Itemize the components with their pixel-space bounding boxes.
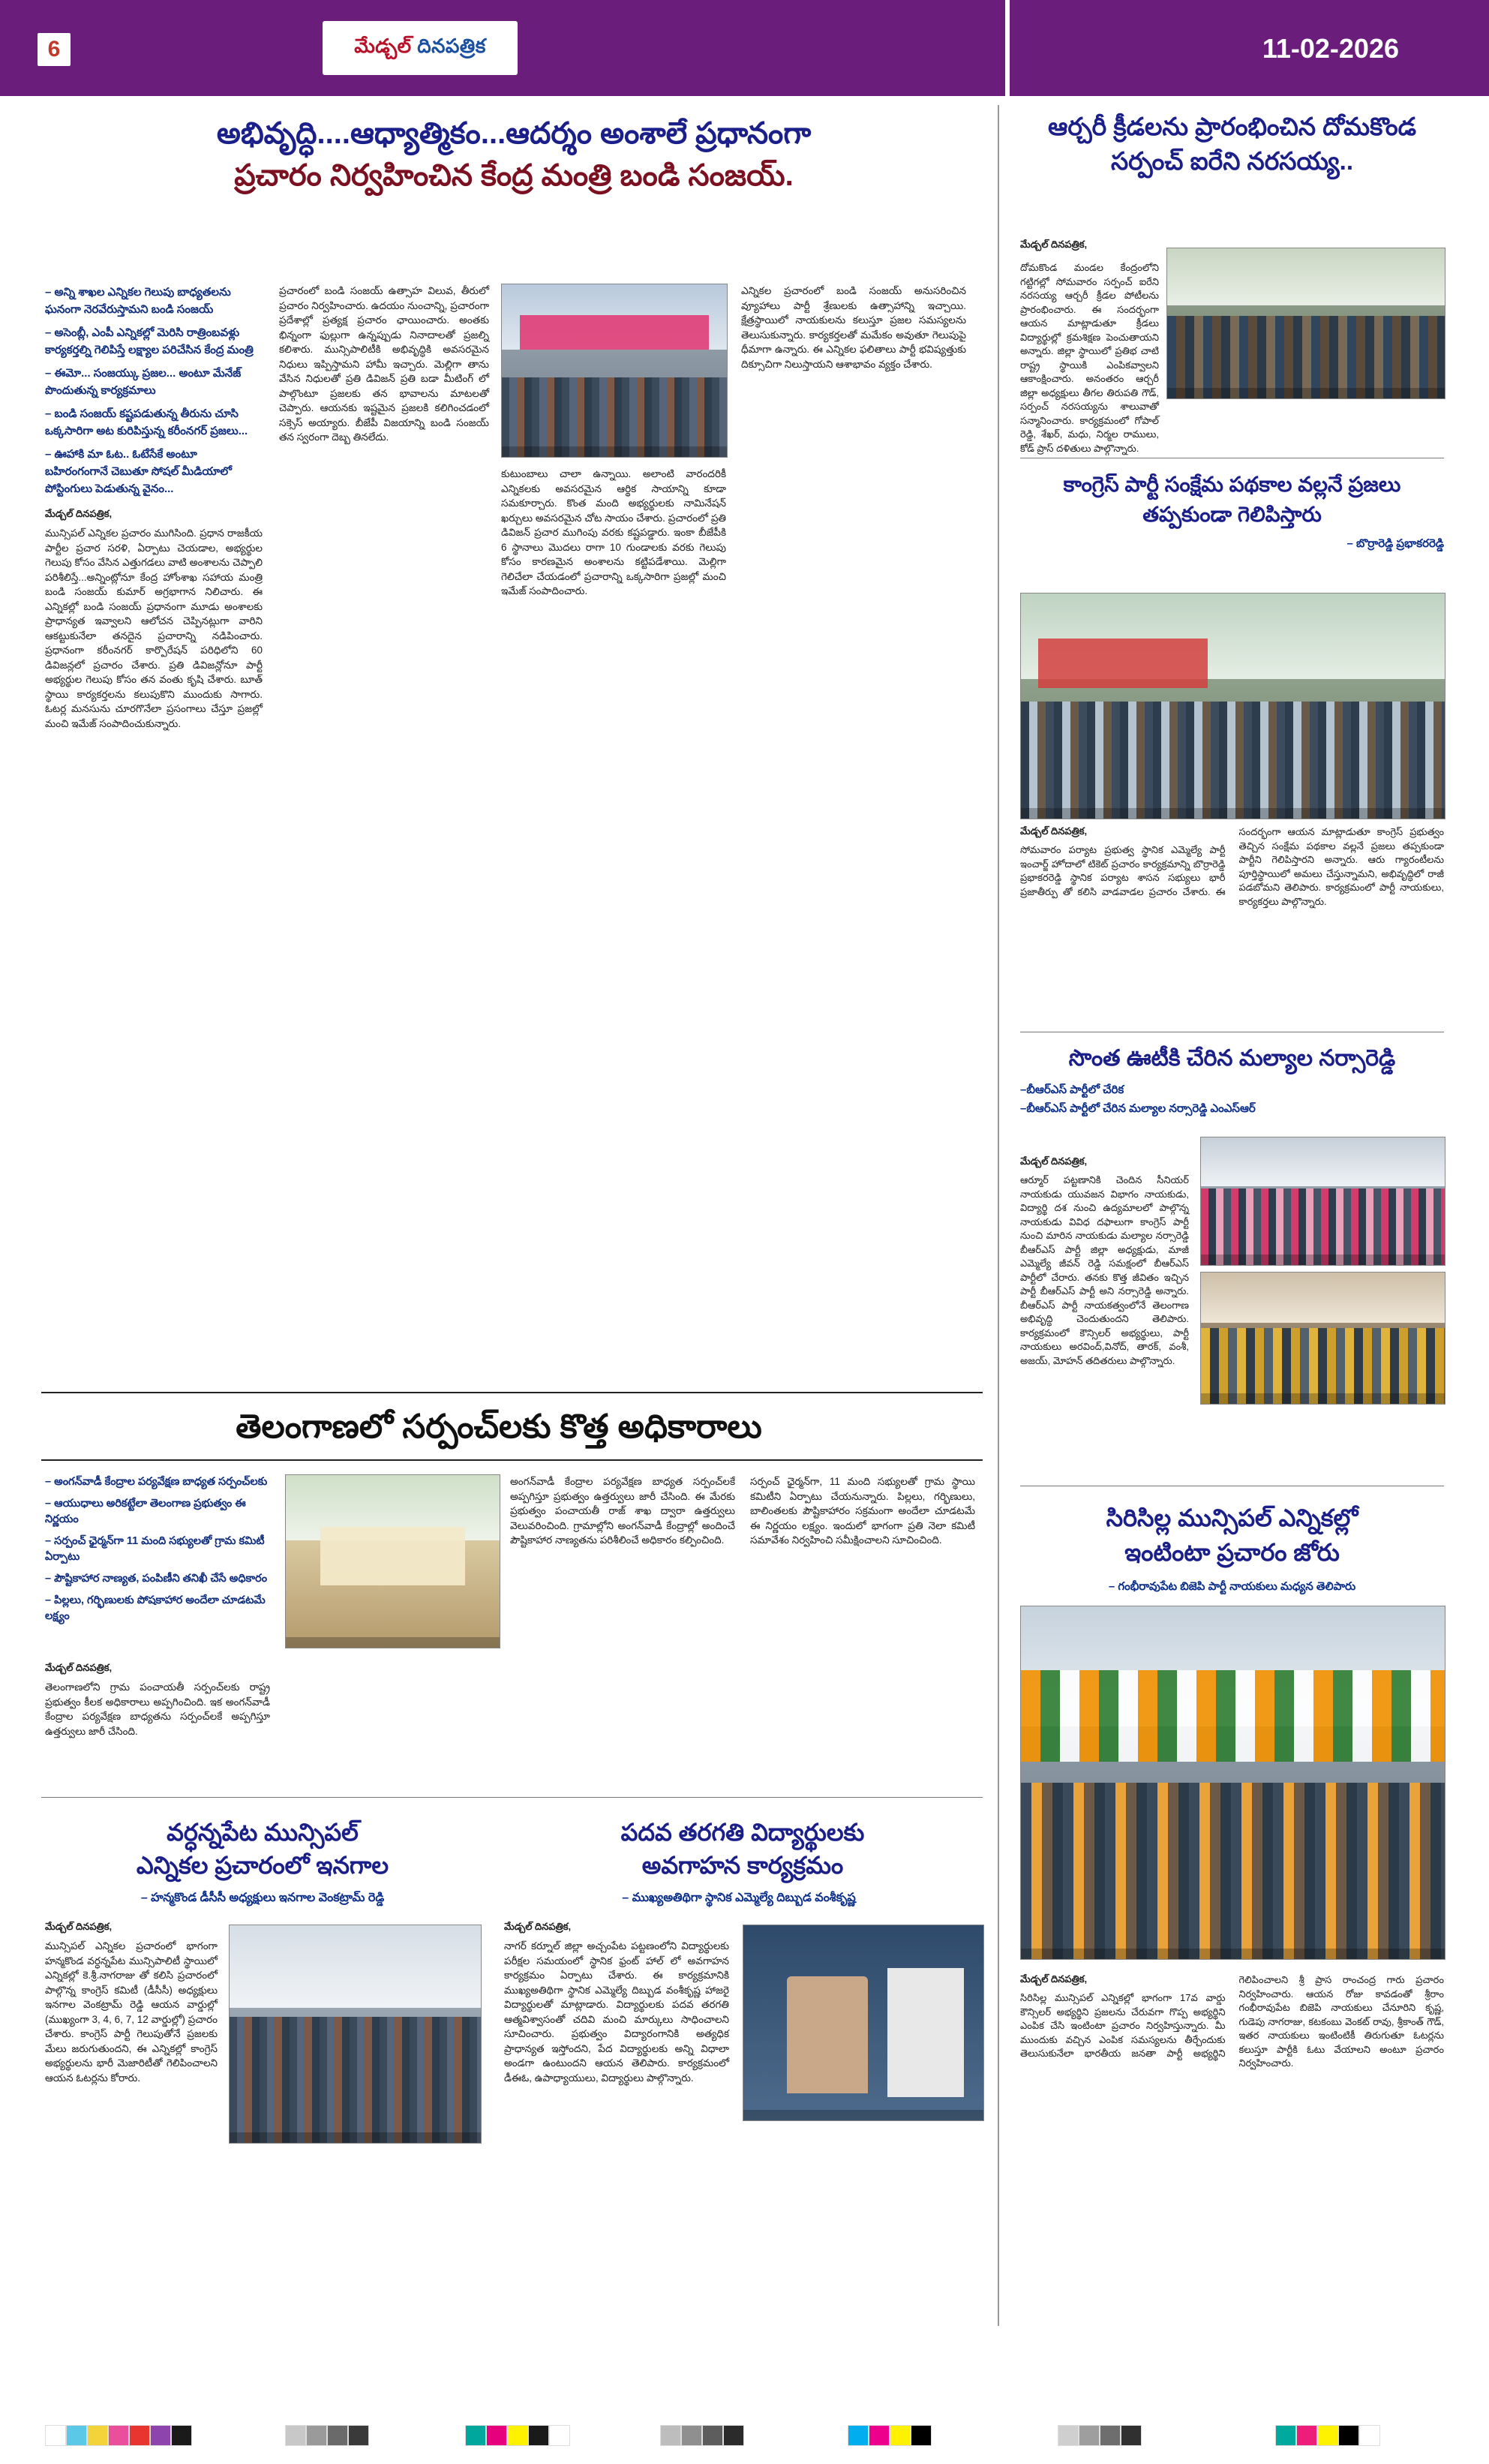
right-story-3-subhead-2: –బీఆర్ఎస్ పార్టీలో చేరిన మల్యాల నర్సారెడ్డి ఎంఎస్ఆర్ [1020, 1102, 1256, 1115]
padava-byline: మేడ్చల్ దినపత్రిక, [504, 1921, 572, 1932]
right-story-4-body: సిరిసిల్ల మున్సిపల్ ఎన్నికల్లో భాగంగా 17వ వార్డు కౌన్సిలర్ అభ్యర్థిని ప్రజలను చేరువగా గొప్ప అభ్యర్థిని ఎంపిక చేసి ఇంటింటా ప్రచారం నిర్వహిస్తున్నారు. మీ ముందుకు వచ్చిన ఎంపిక సమస్యలను తీర్చేందుకు తెలుసుకునేలా భారతీయ జనతా పార్టీ అభ్యర్థిని గెలిపించాలని శ్రీ ప్రాస రాంచంద్ర గారు ప్రచారం నిర్వహించారు. ఆయన రోజు కావడంతో శ్రీరాం గంభీరావుపేట బిజెపి నాయకులు చేనూరిని కృష్ణ, గుడెపు నాగరాజు, కటకంబు వెంకట్ రావు, శ్రీకాంత్ గౌడ్, ఇతర నాయకులు ఇంటింటికీ తిరుగుతూ ఓటర్లను కలుస్తూ పార్టీకి ఓటు వేయాలని అంటూ ప్రచారం నిర్వహించారు. [1020, 1974, 1444, 2069]
color-swatch [660, 2425, 681, 2446]
lead-photo-1 [501, 284, 728, 458]
right-story-2-byline: మేడ్చల్ దినపత్రిక, [1020, 825, 1088, 837]
color-swatch [45, 2425, 66, 2446]
sarpanch-col-0 [45, 1662, 270, 1738]
lead-column-1: ప్రచారంలో బండి సంజయ్ ఉత్సాహ విలువ, తీరులో ప్రచారం నిర్వహించారు. ఉదయం నుంచాన్ని, ప్రచారంగా ప్రదేశాల్లో ప్రత్యక్ష ప్రచారం ఛాయించారు. అంతకు భిన్నంగా ఫుల్లుగా ఉన్నప్పుడు నినాదాలతో ప్రజల్ని కలిశారు. మున్సిపాలిటీకి అభివృద్ధికి అవసరమైన నిధులు ఇప్పిస్తామని హామీ ఇచ్చారు. మెల్లిగా తాను వేసిన నిధులతో ప్రతి డివిజన్ ప్రతి బడా మీటింగ్ లో పాల్గొంటూ ప్రజలకు తన భావాలను మాటలతో చెప్పారు. ఆయనకు ఇష్టమైన ప్రజలకి కలిగించడంలో సక్సెస్ అయ్యారు. బీజేపీ విజయాన్ని బండి సంజయ్ తన స్వరంగా దెబ్బ తినలేదు. [279, 285, 489, 443]
lead-col-1 [279, 284, 489, 445]
vardhannapet-headline-line2: ఎన్నికల ప్రచారంలో ఇనగాల [136, 1852, 389, 1879]
sarpanch-bullet-1: – ఆయుధాలు అరికట్టేలా తెలంగాణ ప్రభుత్వం ఈ నిర్ణయం [45, 1498, 246, 1525]
sarpanch-photo [285, 1474, 500, 1648]
sarpanch-byline: మేడ్చల్ దినపత్రిక, [45, 1662, 113, 1673]
right-story-4-headline-line1: సిరిసిల్ల మున్సిపల్ ఎన్నికల్లో [1106, 1504, 1358, 1531]
color-swatch [306, 2425, 327, 2446]
lead-bullets [45, 284, 263, 731]
color-bar-group-3 [465, 2425, 570, 2444]
right-story-2-photo [1020, 593, 1445, 819]
column-divider [998, 105, 999, 2326]
lead-bullet-4: – ఊహాకి మా ఓట.. ఓటేసేకే అంటూ బహిరంగంగానే చెబుతూ సోషల్ మీడియాలో పోస్టింగులు పెడుతున్న వైనం... [45, 448, 232, 495]
padava-subhead: – ముఖ్యఅతిథిగా స్థానిక ఎమ్మెల్యే దిబ్బుడ వంశీకృష్ణ [622, 1892, 856, 1904]
sarpanch-column-1: అంగన్‌వాడీ కేంద్రాల పర్యవేక్షణ బాధ్యత సర్పంచ్‌లకే అప్పగిస్తూ ప్రభుత్వం ఉత్తర్వులు జారీ చేసింది. ఈ మేరకు ప్రభుత్వం పంచాయతీ రాజ్ శాఖ ద్వారా ఉత్తర్వులు వెలువరించింది. గ్రామాల్లోని అంగన్‌వాడీ కేంద్రాల్లో అందించే పౌష్టికాహార నాణ్యతను పరిశీలించే అధికారం కల్పించింది. [510, 1476, 735, 1546]
right-story-2-headline: కాంగ్రెస్ పార్టీ సంక్షేమ పథకాల వల్లనే ప్రజలు తప్పకుండా గెలిపిస్తారు [1063, 473, 1401, 526]
padava-text [504, 1921, 729, 2085]
color-swatch [723, 2425, 744, 2446]
sarpanch-bullet-2: – సర్పంచ్ ఛైర్మన్‌గా 11 మంది సభ్యులతో గ్రామ కమిటీ ఏర్పాటు [45, 1535, 265, 1563]
color-swatch [681, 2425, 702, 2446]
right-story-4-text [1020, 1973, 1444, 2071]
sarpanch-bullet-0: – అంగన్‌వాడీ కేంద్రాల పర్యవేక్షణ బాధ్యత సర్పంచ్‌లకు [45, 1476, 268, 1488]
right-story-3-photo-b [1200, 1272, 1445, 1405]
lead-bullet-0: – అన్ని శాఖల ఎన్నికల గెలుపు బాధ్యతలను ఘనంగా నెరవేరుస్తామని బండి సంజయ్ [45, 286, 231, 316]
issue-date: 11-02-2026 [1262, 33, 1399, 64]
lead-bullet-1: – అసెంబ్లీ, ఎంపీ ఎన్నికల్లో మెరిసి రాత్రింబవళ్లు కార్యకర్తల్ని గెలిపిస్తే లక్ష్యాల పరిచేసిన కేంద్ర మంత్రి [45, 326, 254, 356]
vardhannapet-photo [229, 1925, 482, 2144]
vardhannapet-subhead: – హన్మకొండ డీసీసీ అధ్యక్షులు ఇనగాల వెంకట్రామ్ రెడ్డి [140, 1892, 385, 1904]
right-story-1-body: దోమకొండ మండల కేంద్రంలోని గట్టిగల్లో సోమవారం సర్పంచ్ ఐరేని నరసయ్య ఆర్చరీ క్రీడల పోటీలను ప్రారంభించారు. ఈ సందర్భంగా ఆయన మాట్లాడుతూ క్రీడలు విద్యార్థుల్లో క్రమశిక్షణ పెంచుతాయని అన్నారు. జిల్లా స్థాయిలో ప్రతిభ చాటి రాష్ట్ర స్థాయికి ఎంపికవ్వాలని ఆకాంక్షించారు. అనంతరం ఆర్చరీ జిల్లా అధ్యక్షులు తీగల తిరుపతి గౌడ్, సర్పంచ్ నరసయ్యను శాలువాతో సన్మానించారు. కార్యక్రమంలో గోపాల్ రెడ్డి, శేఖర్, మధు, నిర్మల రాములు, కోడ్ ప్రాస్ దళితులు పాల్గొన్నారు. [1020, 262, 1159, 454]
sarpanch-bullets [45, 1474, 270, 1624]
color-swatch [702, 2425, 723, 2446]
color-swatch [848, 2425, 869, 2446]
color-swatch [1079, 2425, 1100, 2446]
sarpanch-col-2 [750, 1474, 975, 1548]
color-swatch [1275, 2425, 1296, 2446]
color-swatch [327, 2425, 348, 2446]
right-story-2-text [1020, 825, 1444, 909]
color-bar-group-1 [45, 2425, 192, 2444]
logo-text-primary: మేడ్చల్ [354, 34, 412, 57]
color-swatch [486, 2425, 507, 2446]
right-story-3-headline: సొంత ఊటీకి చేరిన మల్యాల నర్సారెడ్డి [1068, 1046, 1396, 1071]
logo-text-secondary: దినపత్రిక [417, 34, 486, 57]
color-bar-group-5 [848, 2425, 932, 2444]
right-story-3-photo-a [1200, 1137, 1445, 1266]
lead-headline [45, 113, 983, 197]
right-story-2-body: సోమవారం పర్యాట ప్రభుత్వ స్థానిక ఎమ్మెల్యే పార్టీ ఇంచార్జ్ హోదాలో టికెట్ ప్రచారం కార్యక్రమాన్ని బొర్రారెడ్డి ప్రభాకరరెడ్డి స్థానిక పర్యాట శాసన సభ్యులు భారీ ప్రజాతీర్పు తో కలిసి వాడవాడల ప్రచారం చేశారు. ఈ సందర్భంగా ఆయన మాట్లాడుతూ కాంగ్రెస్ ప్రభుత్వం తెచ్చిన సంక్షేమ పథకాల వల్లనే ప్రజలు తప్పకుండా పార్టీని గెలిపిస్తారని అన్నారు. ఆరు గ్యారంటీలను పూర్తిస్థాయిలో అమలు చేస్తున్నామని, అభివృద్ధిలో రాజీ పడబోమని తెలిపారు. కార్యక్రమంలో పార్టీ నాయకులు, కార్యకర్తలు పాల్గొన్నారు. [1020, 826, 1444, 907]
padava-headline-line2: అవగాహన కార్యక్రమం [641, 1852, 844, 1879]
masthead-divider [1005, 0, 1010, 96]
right-story-1-headline: ఆర్చరీ క్రీడలను ప్రారంభించిన దోమకొండ సర్పంచ్ ఐరేని నరసయ్య.. [1047, 113, 1417, 175]
sarpanch-bullet-3: – పౌష్టికాహార నాణ్యత, పంపిణీని తనిఖీ చేసే అధికారం [45, 1573, 268, 1585]
lead-column-3: ఎన్నికల ప్రచారంలో బండి సంజయ్ అనుసరించిన వ్యూహాలు పార్టీ శ్రేణులకు ఉత్సాహాన్ని ఇచ్చాయి. క్షేత్రస్థాయిలో నాయకులను కలుస్తూ ప్రజల సమస్యలను తెలుసుకున్నారు. కార్యకర్తలతో మమేకం అవుతూ గెలుపుపై ధీమాగా ఉన్నారు. ఈ ఎన్నికల ఫలితాలు పార్టీ భవిష్యత్తుకు దిక్సూచిగా నిలుస్తాయని ఆశాభావం వ్యక్తం చేశారు. [741, 285, 966, 370]
color-swatch [1100, 2425, 1121, 2446]
color-swatch [869, 2425, 890, 2446]
right-story-4-photo [1020, 1606, 1445, 1960]
color-swatch [528, 2425, 549, 2446]
right-story-4-subhead: – గంభీరావుపేట బిజెపి పార్టీ నాయకులు మధ్యన తెలిపారు [1108, 1580, 1356, 1593]
color-swatch [129, 2425, 150, 2446]
sarpanch-column-0: తెలంగాణలోని గ్రామ పంచాయతీ సర్పంచ్‌లకు రాష్ట్ర ప్రభుత్వం కీలక అధికారాలు అప్పగించింది. ఇక అంగన్‌వాడీ కేంద్రాల పర్యవేక్షణ బాధ్యతను సర్పంచ్‌లకే అప్పగిస్తూ ఉత్తర్వులు జారీ చేసింది. [45, 1681, 270, 1737]
newspaper-logo [323, 21, 518, 75]
lead-column-0: మున్సిపల్ ఎన్నికల ప్రచారం ముగిసింది. ప్రధాన రాజకీయ పార్టీల ప్రచార సరళి, ఏర్పాటు చెయడాల, అభ్యర్థుల గెలుపు కోసం వేసిన ఎత్తుగడలు వాటి అంశాలను చెప్పాలి పరిశీలిస్తే...అన్నింట్లోనూ కేంద్ర హోంశాఖ సహాయ మంత్రి బండి సంజయ్ కుమార్ అగ్రభాగాన నిలిచారు. ఈ ఎన్నికల్లో బండి సంజయ్ ప్రధానంగా మూడు అంశాలకు ప్రాధాన్యత ఇవ్వాలని ఆలోచన చెప్పినట్లుగా వారిని ఆకట్టుకునేలా తనదైన ప్రచారాన్ని నడిపించారు. ప్రధానంగా కరీంనగర్ కార్పొరేషన్ పరిధిలోని 60 డివిజన్లలో ప్రచారం చేశారు. ప్రతి డివిజన్లోనూ పార్టీ అభ్యర్థుల గెలుపు కోసం తన వంతు కృషి చేశారు. బూత్ స్థాయి కార్యకర్తలను కలుపుకొని ముందుకు సాగారు. ఓటర్ల మనసును చూరగొనేలా ప్రసంగాలు చేస్తూ ప్రజల్లో మంచి ఇమేజ్ సంపాదించుకున్నారు. [45, 527, 263, 729]
padava-headline [503, 1816, 983, 1882]
right-story-1-byline: మేడ్చల్ దినపత్రిక, [1020, 239, 1088, 250]
color-swatch [890, 2425, 911, 2446]
right-story-3-text [1020, 1155, 1189, 1368]
vardhannapet-text [45, 1921, 218, 2085]
right-story-3 [1020, 1043, 1444, 1118]
color-swatch [507, 2425, 528, 2446]
right-story-3-subhead: –బీఆర్ఎస్ పార్టీలో చేరిక [1020, 1083, 1124, 1096]
padava-photo [743, 1925, 984, 2121]
color-bar-group-6 [1058, 2425, 1142, 2444]
color-swatch [1317, 2425, 1338, 2446]
color-swatch [1338, 2425, 1359, 2446]
color-swatch [1296, 2425, 1317, 2446]
lead-bullet-2: – ఈమో... సంజయ్కు ప్రజల... అంటూ మేనేజ్ పొందుతున్న కార్యక్రమాలు [45, 367, 242, 397]
color-swatch [1121, 2425, 1142, 2446]
color-swatch [108, 2425, 129, 2446]
page-number: 6 [38, 33, 71, 66]
color-swatch [1058, 2425, 1079, 2446]
right-story-2 [1020, 470, 1444, 553]
vardhannapet-byline: మేడ్చల్ దినపత్రిక, [45, 1921, 113, 1932]
padava-body: నాగర్ కర్నూల్ జిల్లా అచ్చంపేట పట్టణంలోని విద్యార్థులకు పరీక్షల సమయంలో స్థానిక ఫ్రంట్ హాల్ లో అవగాహన కార్యక్రమం ఏర్పాటు చేశారు. ఈ కార్యక్రమానికి ముఖ్యఅతిథిగా స్థానిక ఎమ్మెల్యే దిబ్బుడ వంశీకృష్ణ హాజరై విద్యార్థులతో మాట్లాడారు. విద్యార్థులకు పదవ తరగతి ఆత్మవిశ్వాసంతో చదివి మంచి మార్కులు సాధించాలని సూచించారు. ప్రభుత్వం విద్యారంగానికి అత్యధిక ప్రాధాన్యత ఇస్తోందని, పేద విద్యార్థులకు అన్ని విధాలా అండగా ఉంటుందని ఆయన తెలిపారు. కార్యక్రమంలో డీఈఓ, ఉపాధ్యాయులు, విద్యార్థులు పాల్గొన్నారు. [504, 1940, 729, 2084]
vardhannapet-headline [41, 1816, 484, 1882]
vardhannapet-headline-line1: వర్ధన్నపేట మున్సిపల్ [167, 1819, 359, 1846]
sarpanch-col-1 [510, 1474, 735, 1548]
lead-byline: మేడ్చల్ దినపత్రిక, [45, 508, 113, 519]
color-swatch [285, 2425, 306, 2446]
right-story-1 [1020, 110, 1444, 179]
right-story-2-subhead: – బొర్రారెడ్డి ప్రభాకరరెడ్డి [1346, 537, 1444, 550]
sarpanch-bullet-4: – పిల్లలు, గర్భిణులకు పోషకాహార అందేలా చూడటమే లక్ష్యం [45, 1594, 266, 1622]
color-swatch [465, 2425, 486, 2446]
right-story-3-byline: మేడ్చల్ దినపత్రిక, [1020, 1155, 1088, 1167]
color-bar-group-7 [1275, 2425, 1380, 2444]
lead-headline-line1: అభివృద్ధి....ఆధ్యాత్మికం...ఆదర్శం అంశాలే ప్రధానంగా [216, 117, 812, 150]
color-swatch [87, 2425, 108, 2446]
color-bar-group-2 [285, 2425, 369, 2444]
padava-headline-line1: పదవ తరగతి విద్యార్థులకు [620, 1819, 865, 1846]
color-swatch [171, 2425, 192, 2446]
right-story-4 [1020, 1501, 1444, 1596]
right-story-4-headline-line2: ఇంటింటా ప్రచారం జోరు [1124, 1539, 1340, 1566]
lead-col-3 [741, 284, 966, 371]
right-story-1-photo [1166, 248, 1445, 399]
color-swatch [1359, 2425, 1380, 2446]
masthead [0, 0, 1489, 96]
color-swatch [150, 2425, 171, 2446]
right-story-3-body: ఆర్మూర్ పట్టణానికి చెందిన సీనియర్ నాయకుడు యువజన విభాగం నాయకుడు, విద్యార్థి దశ నుంచి ఉద్యమాలలో పాల్గొన్న నాయకుడు వివిధ దఫాలుగా కాంగ్రెస్ పార్టీ నుంచి మారిన నాయకుడు మల్యాల నర్సారెడ్డి బీఆర్ఎస్ పార్టీ జిల్లా అధ్యక్షుడు, మాజీ ఎమ్మెల్యే జీవన్ రెడ్డి సమక్షంలో బీఆర్ఎస్ పార్టీలో చేరారు. తనకు కొత్త జీవితం ఇచ్చిన పార్టీ బీఆర్ఎస్ పార్టీ అని నర్సారెడ్డి అన్నారు. బీఆర్ఎస్ పార్టీ నాయకత్వంలోనే తెలంగాణ అభివృద్ధి చెందుతుందని తెలిపారు. కార్యక్రమంలో కౌన్సిలర్ అభ్యర్థులు, పార్టీ నాయకులు అరవింద్,వినోద్, తారక్, వంశీ, అజయ్, మోహన్ తదితరులు పాల్గొన్నారు. [1020, 1174, 1189, 1366]
sarpanch-headline: తెలంగాణలో సర్పంచ్‌లకు కొత్త అధికారాలు [236, 1408, 762, 1445]
sarpanch-column-2: సర్పంచ్ ఛైర్మన్‌గా, 11 మంది సభ్యులతో గ్రామ స్థాయి కమిటీని ఏర్పాటు చేయనున్నారు. పిల్లలు, గర్భిణులు, బాలింతలకు పౌష్టికాహారం సక్రమంగా అందేలా చూడటమే ఈ నిర్ణయం లక్ష్యం. ఇందులో భాగంగా ప్రతి నెలా కమిటీ సమావేశం నిర్వహించి సమీక్షించాలని సూచించింది. [750, 1476, 975, 1546]
color-swatch [348, 2425, 369, 2446]
lead-bullet-3: – బండి సంజయ్ కష్టపడుతున్న తీరును చూసి ఒక్కసారిగా అట కురిపిస్తున్న కరీంనగర్ ప్రజలు... [45, 407, 248, 437]
vardhannapet-body: మున్సిపల్ ఎన్నికల ప్రచారంలో భాగంగా హన్మకొండ వర్ధన్నపేట మున్సిపాలిటీ స్థాయిలో ఎన్నికల్లో కె.శ్రీ.నాగరాజు తో కలిసి ప్రచారంలో పాల్గొన్న కాంగ్రెస్ కమిటీ (డీసీసీ) అధ్యక్షులు ఇనగాల వెంకట్రామ్ రెడ్డి ఆయన వార్డుల్లో (ముఖ్యంగా 3, 4, 6, 7, 12 వార్డుల్లో) ప్రచారం చేశారు. కాంగ్రెస్ పార్టీ గెలుపుతోనే ప్రజలకు మేలు జరుగుతుందని, ఈ ఎన్నికల్లో కాంగ్రెస్ అభ్యర్థులను భారీ మెజారిటీతో గెలిపించాలని ఆయన ఓటర్లను కోరారు. [45, 1940, 218, 2084]
lead-col-2 [501, 467, 726, 599]
color-swatch [66, 2425, 87, 2446]
right-story-4-byline: మేడ్చల్ దినపత్రిక, [1020, 1973, 1088, 1985]
color-swatch [911, 2425, 932, 2446]
right-story-1-text [1020, 261, 1159, 455]
color-swatch [549, 2425, 570, 2446]
color-bar-group-4 [660, 2425, 744, 2444]
lead-column-2: కుటుంబాలు చాలా ఉన్నాయి. అలాంటి వారందరికీ ఎన్నికలకు అవసరమైన ఆర్థిక సాయాన్ని కూడా సమకూర్చారు. కొంత మంది అభ్యర్థులకు నామినేషన్ ఖర్చులు అవసరమైన చోట సాయం చేశారు. ప్రచారంలో ప్రతి డివిజన్ ప్రచార ముగింపు వరకు కష్టపడ్డారు. ఇంకా బీజేపీకి 6 స్థానాలు మొదలు రాగా 10 గుండాలకు వరకు గెలుపు కోసం కారణమైన అంశాలను కట్టిపడేశాయి. మెల్లిగా గెలిచేలా చేయడంలో ప్రచారాన్ని ఒక్కసారిగా ప్రజల్లో మంచి ఇమేజ్ సంపాదించారు. [501, 468, 726, 596]
lead-headline-line2: ప్రచారం నిర్వహించిన కేంద్ర మంత్రి బండి సంజయ్. [234, 159, 794, 192]
